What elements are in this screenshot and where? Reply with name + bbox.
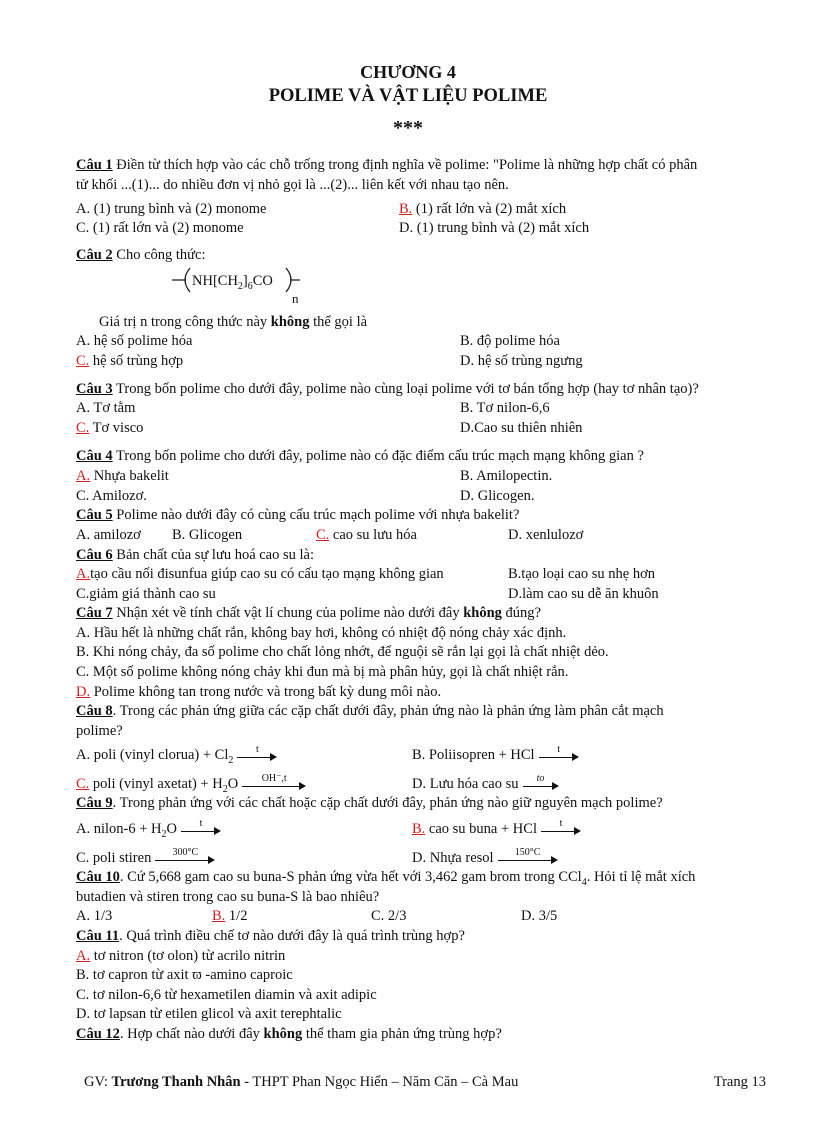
option-a-correct [76, 565, 444, 583]
formula-text [192, 272, 273, 296]
option-c-correct [316, 526, 417, 544]
question-text: . Quá trình điều chế tơ nào dưới đây là quá trình trùng hợp? [119, 928, 465, 944]
subscript: 2 [161, 828, 167, 840]
option-b [412, 743, 579, 764]
option-text: B. Poliisopren + HCl [412, 747, 535, 763]
arrow-head [270, 753, 277, 761]
answer-letter: C. [316, 527, 330, 543]
option-text: cao su lưu hóa [329, 527, 417, 543]
option-c-correct [76, 419, 143, 437]
question-5 [76, 506, 519, 524]
option-b: B. Amilopectin. [460, 468, 553, 484]
option-a: A. hệ số polime hóa [76, 333, 193, 349]
option-d: D. 3/5 [521, 908, 558, 924]
reaction-arrow [181, 817, 221, 837]
question-8 [76, 702, 664, 720]
subscript: 2 [228, 754, 234, 766]
title-stars: *** [393, 117, 423, 139]
teacher-name: Trương Thanh Nhân [111, 1074, 241, 1090]
option-b: B. tơ capron từ axit ϖ -amino caproic [76, 967, 293, 983]
footer-prefix: GV: [84, 1074, 112, 1090]
question-label: Câu 8 [76, 703, 113, 719]
option-a-correct [76, 947, 285, 965]
option-text: Tơ visco [89, 420, 144, 436]
question-text: Polime nào dưới đây có cùng cấu trúc mạch polime với nhựa bakelit? [112, 507, 520, 523]
arrow-condition: t [559, 817, 563, 829]
option-text: Polime không tan trong nước và trong bất kỳ dung môi nào. [90, 684, 442, 700]
question-text: . Trong các phản ứng giữa các cặp chất dưới đây, phản ứng nào là phản ứng làm phân cắt mạch [112, 703, 664, 719]
reaction-arrow [237, 743, 277, 763]
option-text: D. Lưu hóa cao su [412, 776, 519, 792]
page-number: Trang 13 [713, 1074, 766, 1090]
question-12 [76, 1025, 502, 1043]
question-text: . Cứ 5,668 gam cao su buna-S phản ứng vừa hết với 3,462 gam brom trong CCl [119, 869, 582, 885]
option-b: B. Tơ nilon-6,6 [460, 400, 550, 416]
question-9 [76, 794, 663, 812]
arrow-head [299, 782, 306, 790]
answer-letter: B. [412, 821, 426, 837]
question-3 [76, 380, 699, 398]
bold-text: không [270, 314, 310, 330]
arrow-shaft [181, 831, 217, 832]
arrow-head [551, 856, 558, 864]
option-d: D.Cao su thiên nhiên [460, 420, 583, 436]
option-d: D. hệ số trùng ngưng [460, 353, 583, 369]
option-text: A. poli (vinyl clorua) + Cl [76, 747, 229, 763]
option-a-correct [76, 467, 169, 485]
text: thể gọi là [309, 314, 368, 330]
formula-sub: 2 [237, 280, 243, 292]
arrow-condition: OH⁻,t [261, 772, 287, 784]
question-2 [76, 246, 206, 264]
option-c: C. (1) rất lớn và (2) monome [76, 220, 244, 236]
question-label: Câu 3 [76, 381, 113, 397]
answer-letter: A. [76, 948, 91, 964]
question-text: Trong bốn polime cho dưới đây, polime nào có đặc điểm cấu trúc mạch mạng không gian ? [112, 448, 644, 464]
question-4 [76, 447, 644, 465]
option-d [412, 772, 559, 793]
arrow-head [574, 827, 581, 835]
formula-part: ] [242, 273, 248, 289]
question-text: . Hỏi tỉ lệ mắt xích [586, 869, 696, 885]
option-a [76, 817, 221, 844]
arrow-shaft [155, 860, 211, 861]
reaction-arrow [539, 743, 579, 763]
option-b-correct [412, 817, 581, 838]
option-c [76, 846, 215, 867]
option-d-correct [76, 683, 441, 701]
option-c: C. 2/3 [371, 908, 407, 924]
question-label: Câu 7 [76, 605, 113, 621]
arrow-head [552, 782, 559, 790]
answer-letter: D. [76, 684, 91, 700]
arrow-condition: t [557, 743, 560, 755]
answer-letter: C. [76, 353, 90, 369]
question-7 [76, 604, 541, 622]
arrow-shaft [523, 786, 555, 787]
option-text: poli (vinyl axetat) + H [89, 776, 223, 792]
option-a: A. 1/3 [76, 908, 113, 924]
answer-letter: C. [76, 420, 90, 436]
question-6 [76, 546, 314, 564]
option-c: C. Một số polime không nóng chảy khi đun mà bị mà phân hủy, gọi là chất nhiệt rắn. [76, 664, 569, 680]
answer-letter: B. [399, 201, 413, 217]
answer-letter: C. [76, 776, 90, 792]
option-c: C. tơ nilon-6,6 từ hexametilen diamin và axit adipic [76, 987, 377, 1003]
reaction-arrow [498, 846, 558, 866]
question-text: đúng? [501, 605, 541, 621]
question-text: thể tham gia phản ứng trùng hợp? [302, 1026, 502, 1042]
bold-text: không [463, 605, 502, 621]
option-text: cao su buna + HCl [425, 821, 537, 837]
question-label: Câu 11 [76, 928, 120, 944]
option-d: D. tơ lapsan từ etilen glicol và axit terephtalic [76, 1006, 342, 1022]
question-label: Câu 5 [76, 507, 113, 523]
option-a [76, 743, 277, 770]
formula-part: NH[CH [192, 273, 238, 289]
question-label: Câu 6 [76, 547, 113, 563]
question-label: Câu 4 [76, 448, 113, 464]
option-text: C. poli stiren [76, 850, 152, 866]
option-a: A. amilozơ [76, 527, 141, 543]
subscript: 2 [222, 783, 228, 795]
option-a: A. Hầu hết là những chất rắn, không bay hơi, không có nhiệt độ nóng chảy xác định. [76, 625, 567, 641]
formula-sub: 6 [247, 280, 253, 292]
option-b: B. Glicogen [172, 527, 243, 543]
option-d: D. xenlulozơ [508, 527, 584, 543]
question-label: Câu 9 [76, 795, 113, 811]
reaction-arrow [242, 772, 306, 792]
arrow-shaft [498, 860, 554, 861]
option-b: B.tạo loại cao su nhẹ hơn [508, 566, 655, 582]
option-text: O [166, 821, 177, 837]
subscript: 4 [581, 876, 587, 888]
question-label: Câu 1 [76, 157, 113, 173]
chapter-title: POLIME VÀ VẬT LIỆU POLIME [268, 86, 548, 106]
arrow-condition: t [199, 817, 203, 829]
formula-n: n [292, 291, 299, 306]
chapter-heading: CHƯƠNG 4 [360, 62, 456, 82]
option-a: A. (1) trung bình và (2) monome [76, 201, 267, 217]
reaction-arrow [523, 772, 559, 792]
arrow-shaft [541, 831, 577, 832]
arrow-shaft [242, 786, 302, 787]
question-10-cont: butadien và stiren trong cao su buna-S là bao nhiêu? [76, 889, 380, 905]
answer-letter: A. [76, 468, 91, 484]
option-b: B. độ polime hóa [460, 333, 560, 349]
arrow-head [214, 827, 221, 835]
formula-part: CO [252, 273, 273, 289]
option-b: B. Khi nóng chảy, đa số polime cho chất lỏng nhớt, để nguội sẽ rắn lại gọi là chất nhiệt dẻo. [76, 644, 609, 660]
question-1 [76, 156, 697, 174]
arrow-head [208, 856, 215, 864]
arrow-shaft [237, 757, 273, 758]
option-text: hệ số trùng hợp [89, 353, 184, 369]
arrow-condition: 150°C [514, 846, 541, 858]
option-text: tạo cầu nối đisunfua giúp cao su có cấu tạo mạng không gian [90, 566, 444, 582]
option-d: D. (1) trung bình và (2) mắt xích [399, 220, 590, 236]
question-text: Nhận xét về tính chất vật lí chung của polime nào dưới đây [112, 605, 464, 621]
option-b-correct [212, 907, 247, 925]
text: Giá trị n trong công thức này [99, 314, 271, 330]
option-text: A. nilon-6 + H [76, 821, 162, 837]
option-c: C. Amilozơ. [76, 488, 147, 504]
question-label: Câu 2 [76, 247, 113, 263]
question-11 [76, 927, 465, 945]
reaction-arrow [541, 817, 581, 837]
question-2-sub [99, 313, 367, 331]
answer-letter: A. [76, 566, 91, 582]
question-text: Cho công thức: [112, 247, 206, 263]
arrow-shaft [539, 757, 575, 758]
option-text: tơ nitron (tơ olon) từ acrilo nitrin [90, 948, 286, 964]
question-text: Điền từ thích hợp vào các chỗ trống trong định nghĩa về polime: "Polime là những hợp chất có phân [112, 157, 698, 173]
option-text: Nhựa bakelit [90, 468, 169, 484]
option-c-correct [76, 352, 183, 370]
option-c: C.giảm giá thành cao su [76, 586, 216, 602]
question-text: . Hợp chất nào dưới đây [119, 1026, 264, 1042]
answer-letter: B. [212, 908, 226, 924]
arrow-condition: t [255, 743, 259, 755]
arrow-head [572, 753, 579, 761]
bold-text: không [263, 1026, 303, 1042]
question-text: Bản chất của sự lưu hoá cao su là: [112, 547, 315, 563]
question-label: Câu 12 [76, 1026, 120, 1042]
option-d [412, 846, 558, 867]
option-text: (1) rất lớn và (2) mắt xích [412, 201, 567, 217]
option-text: D. Nhựa resol [412, 850, 494, 866]
page-footer [84, 1074, 766, 1091]
arrow-condition: to [536, 772, 545, 784]
question-label: Câu 10 [76, 869, 120, 885]
arrow-condition: 300°C [172, 846, 199, 858]
option-d: D. Glicogen. [460, 488, 535, 504]
question-text: Trong bốn polime cho dưới đây, polime nào cùng loại polime với tơ bán tổng hợp (hay tơ nhân tạo)? [112, 381, 699, 397]
question-1-cont: tử khối ...(1)... do nhiều đơn vị nhỏ gọi là ...(2)... liên kết với nhau tạo nên. [76, 177, 509, 193]
school-info: - THPT Phan Ngọc Hiển – Năm Căn – Cà Mau [240, 1074, 519, 1090]
option-d: D.làm cao su dễ ăn khuôn [508, 586, 659, 602]
option-b-correct [399, 200, 566, 218]
option-text: 1/2 [225, 908, 248, 924]
question-8-cont: polime? [76, 723, 123, 739]
option-text: O [227, 776, 239, 792]
reaction-arrow [155, 846, 215, 866]
option-a: A. Tơ tằm [76, 400, 136, 416]
question-text: . Trong phản ứng với các chất hoặc cặp chất dưới đây, phản ứng nào giữ nguyên mạch polime? [112, 795, 663, 811]
